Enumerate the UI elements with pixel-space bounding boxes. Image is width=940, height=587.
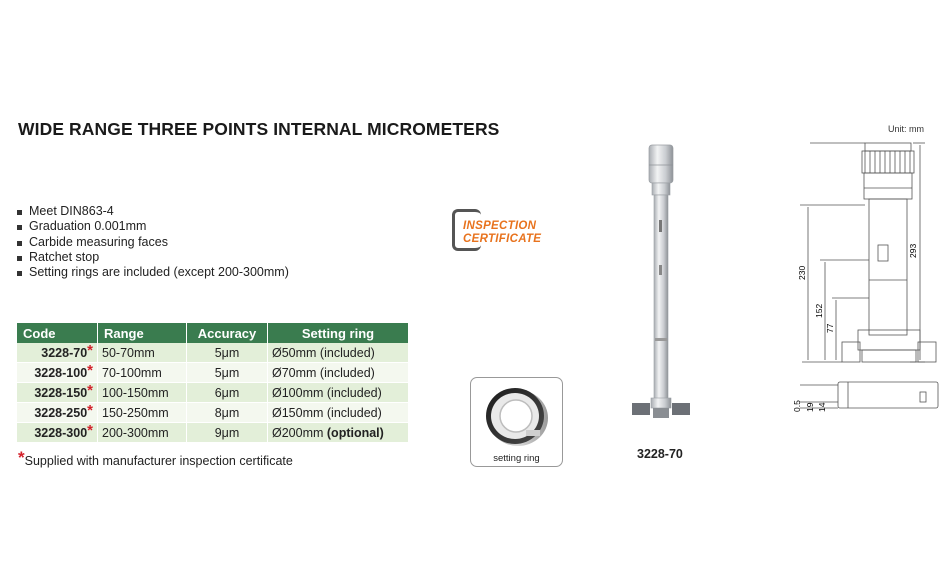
setting-ring-image: [470, 377, 563, 467]
ring-optional-note: (optional): [326, 425, 384, 440]
feature-item: Meet DIN863-4: [16, 204, 289, 219]
code-value: 3228-250: [34, 406, 88, 420]
model-label: 3228-70: [637, 447, 683, 461]
accuracy-cell: 8μm: [187, 403, 268, 423]
setting-ring-cell: [268, 363, 409, 383]
table-row: [17, 403, 409, 423]
setting-ring-cell: [268, 383, 409, 403]
micrometer-photo: [621, 140, 701, 445]
certificate-line1: INSPECTION: [463, 220, 537, 232]
star-mark: *: [87, 382, 93, 399]
feature-item: Graduation 0.001mm: [16, 219, 289, 234]
table-header-row: [17, 323, 409, 343]
accuracy-cell: 5μm: [187, 343, 268, 363]
code-cell: [17, 403, 98, 423]
star-mark: *: [87, 402, 93, 419]
dim-152: 152: [814, 303, 824, 318]
feature-item: Carbide measuring faces: [16, 235, 289, 250]
footnote: [18, 450, 293, 470]
ring-value: Ø70mm (included): [272, 365, 375, 380]
range-cell: 50-70mm: [98, 343, 187, 363]
table-row: [17, 383, 409, 403]
code-cell: [17, 363, 98, 383]
code-value: 3228-100: [34, 366, 88, 380]
dim-77: 77: [825, 323, 835, 333]
setting-ring-cell: [268, 403, 409, 423]
inspection-certificate-logo: [452, 207, 577, 251]
dimension-drawing: [770, 130, 940, 440]
feature-item: Setting rings are included (except 200-300mm): [16, 265, 289, 280]
code-cell: [17, 343, 98, 363]
range-cell: 70-100mm: [98, 363, 187, 383]
header-setting-ring: Setting ring: [268, 323, 409, 343]
ring-value: Ø100mm (included): [272, 385, 382, 400]
unit-label: Unit: mm: [888, 124, 924, 134]
dim-230: 230: [797, 265, 807, 280]
setting-ring-cell: [268, 423, 409, 443]
star-mark: *: [87, 422, 93, 439]
header-range: Range: [98, 323, 187, 343]
header-code: Code: [17, 323, 98, 343]
table-row: [17, 363, 409, 383]
dim-0-5: 0.5: [792, 400, 802, 412]
code-value: 3228-70: [41, 346, 88, 360]
setting-ring-cell: [268, 343, 409, 363]
ring-value: Ø200mm: [272, 425, 327, 440]
range-cell: 200-300mm: [98, 423, 187, 443]
range-cell: 150-250mm: [98, 403, 187, 423]
table-row: [17, 343, 409, 363]
footnote-text: Supplied with manufacturer inspection certificate: [24, 454, 293, 468]
header-accuracy: Accuracy: [187, 323, 268, 343]
setting-ring-label: setting ring: [493, 453, 540, 464]
star-mark: *: [87, 342, 93, 359]
page-title: WIDE RANGE THREE POINTS INTERNAL MICROMETERS: [18, 119, 500, 139]
certificate-line2: CERTIFICATE: [463, 233, 542, 245]
accuracy-cell: 6μm: [187, 383, 268, 403]
code-value: 3228-150: [34, 386, 88, 400]
ring-icon: [471, 378, 562, 452]
feature-item: Ratchet stop: [16, 250, 289, 265]
dim-293: 293: [908, 243, 918, 258]
range-cell: 100-150mm: [98, 383, 187, 403]
ring-value: Ø150mm (included): [272, 405, 382, 420]
code-value: 3228-300: [34, 426, 88, 440]
spec-table: [17, 323, 409, 443]
feature-list: [16, 204, 289, 280]
table-row: [17, 423, 409, 443]
accuracy-cell: 9μm: [187, 423, 268, 443]
code-cell: [17, 423, 98, 443]
star-mark: *: [18, 448, 25, 467]
dim-14: 14: [817, 402, 827, 412]
ring-value: Ø50mm (included): [272, 345, 375, 360]
star-mark: *: [87, 362, 93, 379]
accuracy-cell: 5μm: [187, 363, 268, 383]
dim-19: 19: [805, 402, 815, 412]
code-cell: [17, 383, 98, 403]
